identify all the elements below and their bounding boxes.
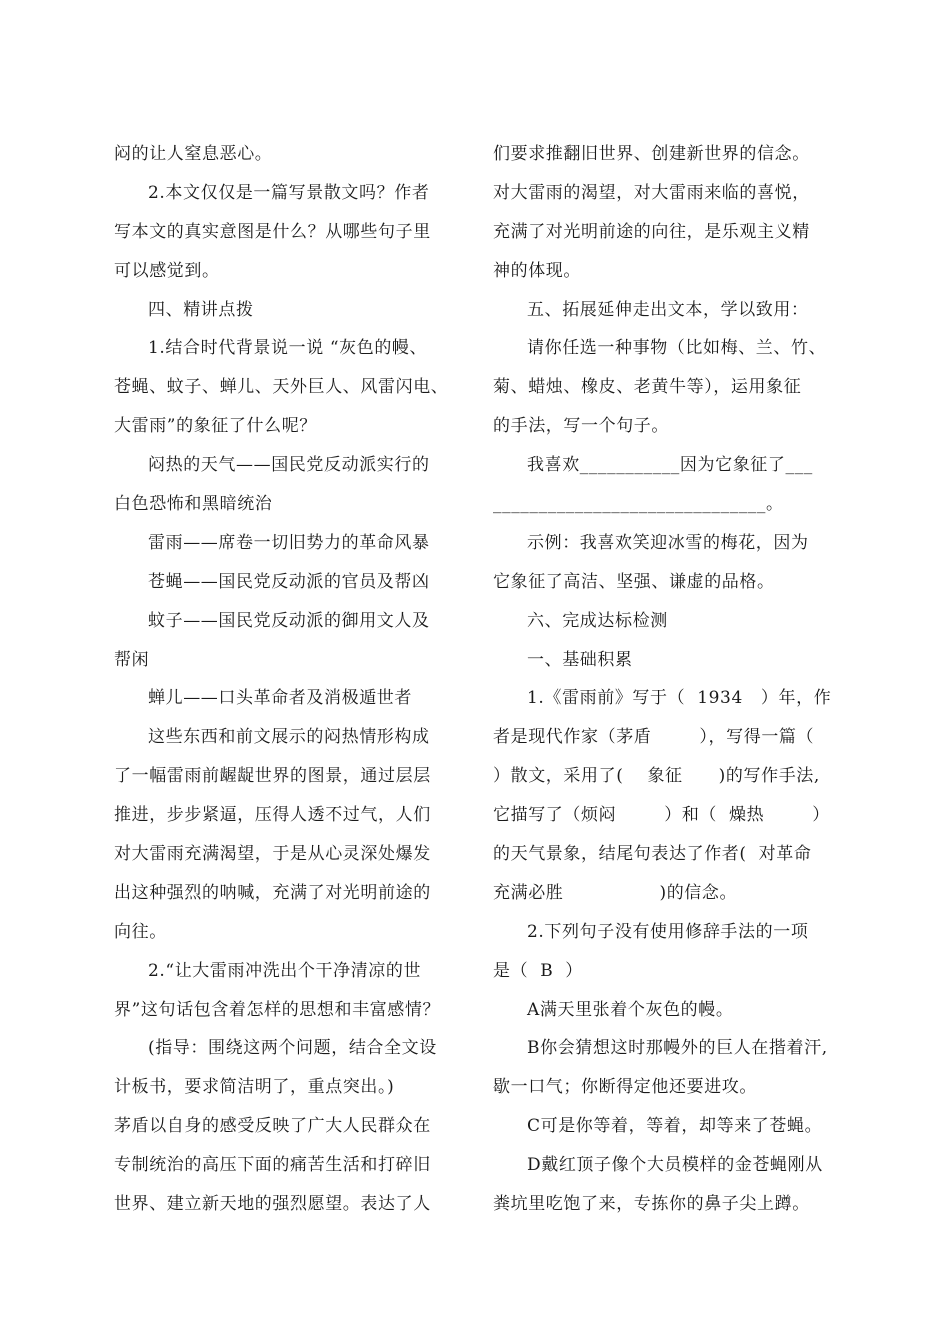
text-line: C可是你等着，等着，却等来了苍蝇。 (527, 1116, 823, 1137)
text-line: 白色恐怖和黑暗统治 (114, 494, 273, 515)
text-line: 了一幅雷雨前龌龊世界的图景，通过层层 (114, 766, 431, 787)
text-line: 示例：我喜欢笑迎冰雪的梅花，因为 (527, 532, 809, 553)
text-line: 的手法，写一个句子。 (493, 416, 669, 437)
text-line: 一、基础积累 (527, 649, 633, 670)
text-line: 粪坑里吃饱了来，专拣你的鼻子尖上蹲。 (493, 1194, 810, 1215)
text-line: 写本文的真实意图是什么？从哪些句子里 (114, 221, 431, 242)
text-line: 出这种强烈的呐喊，充满了对光明前途的 (114, 882, 431, 903)
text-line: 世界、建立新天地的强烈愿望。表达了人 (114, 1194, 431, 1215)
text-line: 推进，步步紧逼，压得人透不过气，人们 (114, 805, 431, 826)
text-line: ）散文，采用了( 象征 )的写作手法, (493, 766, 820, 787)
text-line: (指导：围绕这两个问题，结合全文设 (148, 1038, 437, 1059)
text-line: 这些东西和前文展示的闷热情形构成 (148, 727, 430, 748)
left-column (114, 135, 484, 1224)
text-line: 六、完成达标检测 (527, 610, 668, 631)
text-line: 专制统治的高压下面的痛苦生活和打碎旧 (114, 1155, 431, 1176)
text-line: 它象征了高洁、坚强、谦虚的品格。 (493, 571, 775, 592)
text-line: 对大雷雨充满渴望，于是从心灵深处爆发 (114, 844, 431, 865)
text-line: 苍蝇、蚊子、蝉儿、天外巨人、风雷闪电、 (114, 377, 449, 398)
text-line: 五、拓展延伸走出文本，学以致用： (527, 299, 809, 320)
text-line: 可以感觉到。 (114, 260, 220, 281)
text-line: 充满必胜 )的信念。 (493, 882, 738, 903)
text-line: 1.《雷雨前》写于（ 1934 ）年，作 (527, 688, 832, 709)
text-line: 1.结合时代背景说一说 “灰色的幔、 (148, 338, 428, 359)
text-line: 们要求推翻旧世界、创建新世界的信念。 (493, 144, 810, 164)
text-line: 神的体现。 (493, 260, 581, 281)
text-line: B你会猜想这时那幔外的巨人在揩着汗, (527, 1038, 828, 1059)
text-line: 雷雨——席卷一切旧势力的革命风暴 (148, 532, 430, 553)
text-line: ______________________________。 (493, 494, 784, 515)
text-line: 闷热的天气——国民党反动派实行的 (148, 455, 430, 476)
text-line: 大雷雨”的象征了什么呢？ (114, 416, 317, 437)
text-line: 是（ B ） (493, 960, 583, 981)
text-line: 它描写了（烦闷 ）和（ 燥热 ） (493, 805, 830, 826)
text-line: 2.本文仅仅是一篇写景散文吗？作者 (148, 182, 430, 203)
text-line: 菊、蜡烛、橡皮、老黄牛等），运用象征 (493, 377, 802, 398)
text-line: 帮闲 (114, 649, 150, 670)
right-column (493, 135, 853, 1224)
text-line: 2.下列句子没有使用修辞手法的一项 (527, 921, 809, 942)
text-line: 向往。 (114, 921, 167, 942)
text-line: 计板书，要求简洁明了，重点突出。) (114, 1077, 395, 1098)
text-line: 充满了对光明前途的向往，是乐观主义精 (493, 221, 810, 242)
text-line: 歇一口气；你断得定他还要进攻。 (493, 1077, 757, 1098)
text-line: 2.“让大雷雨冲洗出个干净清凉的世 (148, 960, 422, 981)
text-line: 的天气景象，结尾句表达了作者( 对革命 (493, 844, 812, 865)
text-line: 对大雷雨的渴望，对大雷雨来临的喜悦， (493, 182, 810, 203)
text-line: A满天里张着个灰色的幔。 (527, 999, 734, 1020)
text-line: 蝉儿——口头革命者及消极遁世者 (148, 688, 412, 709)
text-line: 者是现代作家（茅盾 ），写得一篇（ (493, 727, 815, 748)
text-line: 茅盾以自身的感受反映了广大人民群众在 (114, 1116, 431, 1137)
text-line: 蚊子——国民党反动派的御用文人及 (148, 610, 430, 631)
text-line: 我喜欢___________因为它象征了___ (527, 455, 813, 476)
text-line: 闷的让人窒息恶心。 (114, 144, 273, 164)
text-line: 请你任选一种事物（比如梅、兰、竹、 (527, 338, 827, 359)
text-line: 四、精讲点拨 (148, 299, 254, 320)
text-line: D戴红顶子像个大员模样的金苍蝇刚从 (527, 1155, 823, 1176)
text-line: 苍蝇——国民党反动派的官员及帮凶 (148, 571, 430, 592)
text-line: 界”这句话包含着怎样的思想和丰富感情？ (114, 999, 441, 1020)
